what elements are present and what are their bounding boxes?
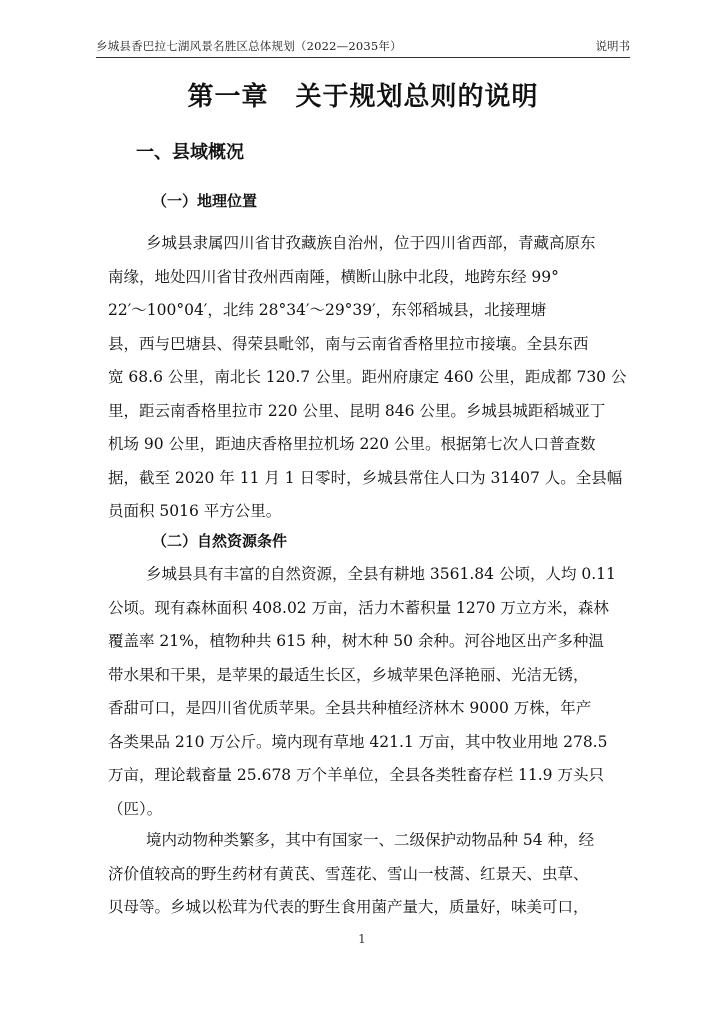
subsection-heading-resources: （二）自然资源条件 [152,532,288,550]
paragraph-line: 机场 90 公里，距迪庆香格里拉机场 220 公里。根据第七次人口普查数 [108,435,596,453]
chapter-title: 第一章 关于规划总则的说明 [187,82,539,112]
paragraph-line: 里，距云南香格里拉市 220 公里、昆明 846 公里。乡城县城距稻城亚丁 [108,401,606,420]
paragraph-line: 乡城县隶属四川省甘孜藏族自治州，位于四川省西部，青藏高原东 [146,234,596,252]
paragraph-line: （匹）。 [108,799,163,818]
paragraph-line: 22′～100°04′，北纬 28°34′～29°39′，东邻稻城县，北接理塘 [108,301,547,319]
paragraph-line: 香甜可口，是四川省优质苹果。全县共种植经济林木 9000 万株，年产 [108,699,592,717]
paragraph-line: 带水果和干果，是苹果的最适生长区，乡城苹果色泽艳丽、光洁无锈， [108,665,589,684]
paragraph-line: 贝母等。乡城以松茸为代表的野生食用菌产量大，质量好，味美可口， [108,898,589,916]
paragraph-location [108,227,628,529]
section-heading: 一、县域概况 [136,142,244,163]
paragraph-line: 万亩，理论载畜量 25.678 万个羊单位，全县各类牲畜存栏 11.9 万头只 [108,766,604,784]
paragraph-line: 宽 68.6 公里，南北长 120.7 公里。距州府康定 460 公里，距成都 730 公 [108,368,627,386]
header-divider [96,57,630,58]
paragraph-line: 境内动物种类繁多，其中有国家一、二级保护动物品种 54 种，经 [146,831,595,849]
paragraph-fauna [108,824,628,925]
paragraph-line: 县，西与巴塘县、得荣县毗邻，南与云南省香格里拉市接壤。全县东西 [108,334,589,353]
page-number: 1 [358,932,366,946]
header-title: 乡城县香巴拉七湖风景名胜区总体规划（2022—2035年） [96,39,402,53]
paragraph-line: 各类果品 210 万公斤。境内现有草地 421.1 万亩，其中牧业用地 278.5 [108,732,608,751]
paragraph-line: 济价值较高的野生药材有黄芪、雪莲花、雪山一枝蒿、红景天、虫草、 [108,864,589,883]
paragraph-line: 乡城县具有丰富的自然资源，全县有耕地 3561.84 公顷，人均 0.11 [146,565,616,583]
paragraph-resources [108,558,628,826]
paragraph-line: 员面积 5016 平方公里。 [108,502,282,520]
header-doc-type: 说明书 [595,39,630,53]
paragraph-line: 覆盖率 21%，植物种共 615 种，树木种 50 余种。河谷地区出产多种温 [108,632,604,650]
paragraph-line: 据，截至 2020 年 11 月 1 日零时，乡城县常住人口为 31407 人。全县幅 [108,468,623,487]
subsection-heading-location: （一）地理位置 [152,192,258,210]
paragraph-line: 公顷。现有森林面积 408.02 万亩，活力木蓄积量 1270 万立方米，森林 [108,598,609,617]
page-header [96,38,630,56]
paragraph-line: 南缘，地处四川省甘孜州西南陲，横断山脉中北段，地跨东经 99° [108,267,559,286]
